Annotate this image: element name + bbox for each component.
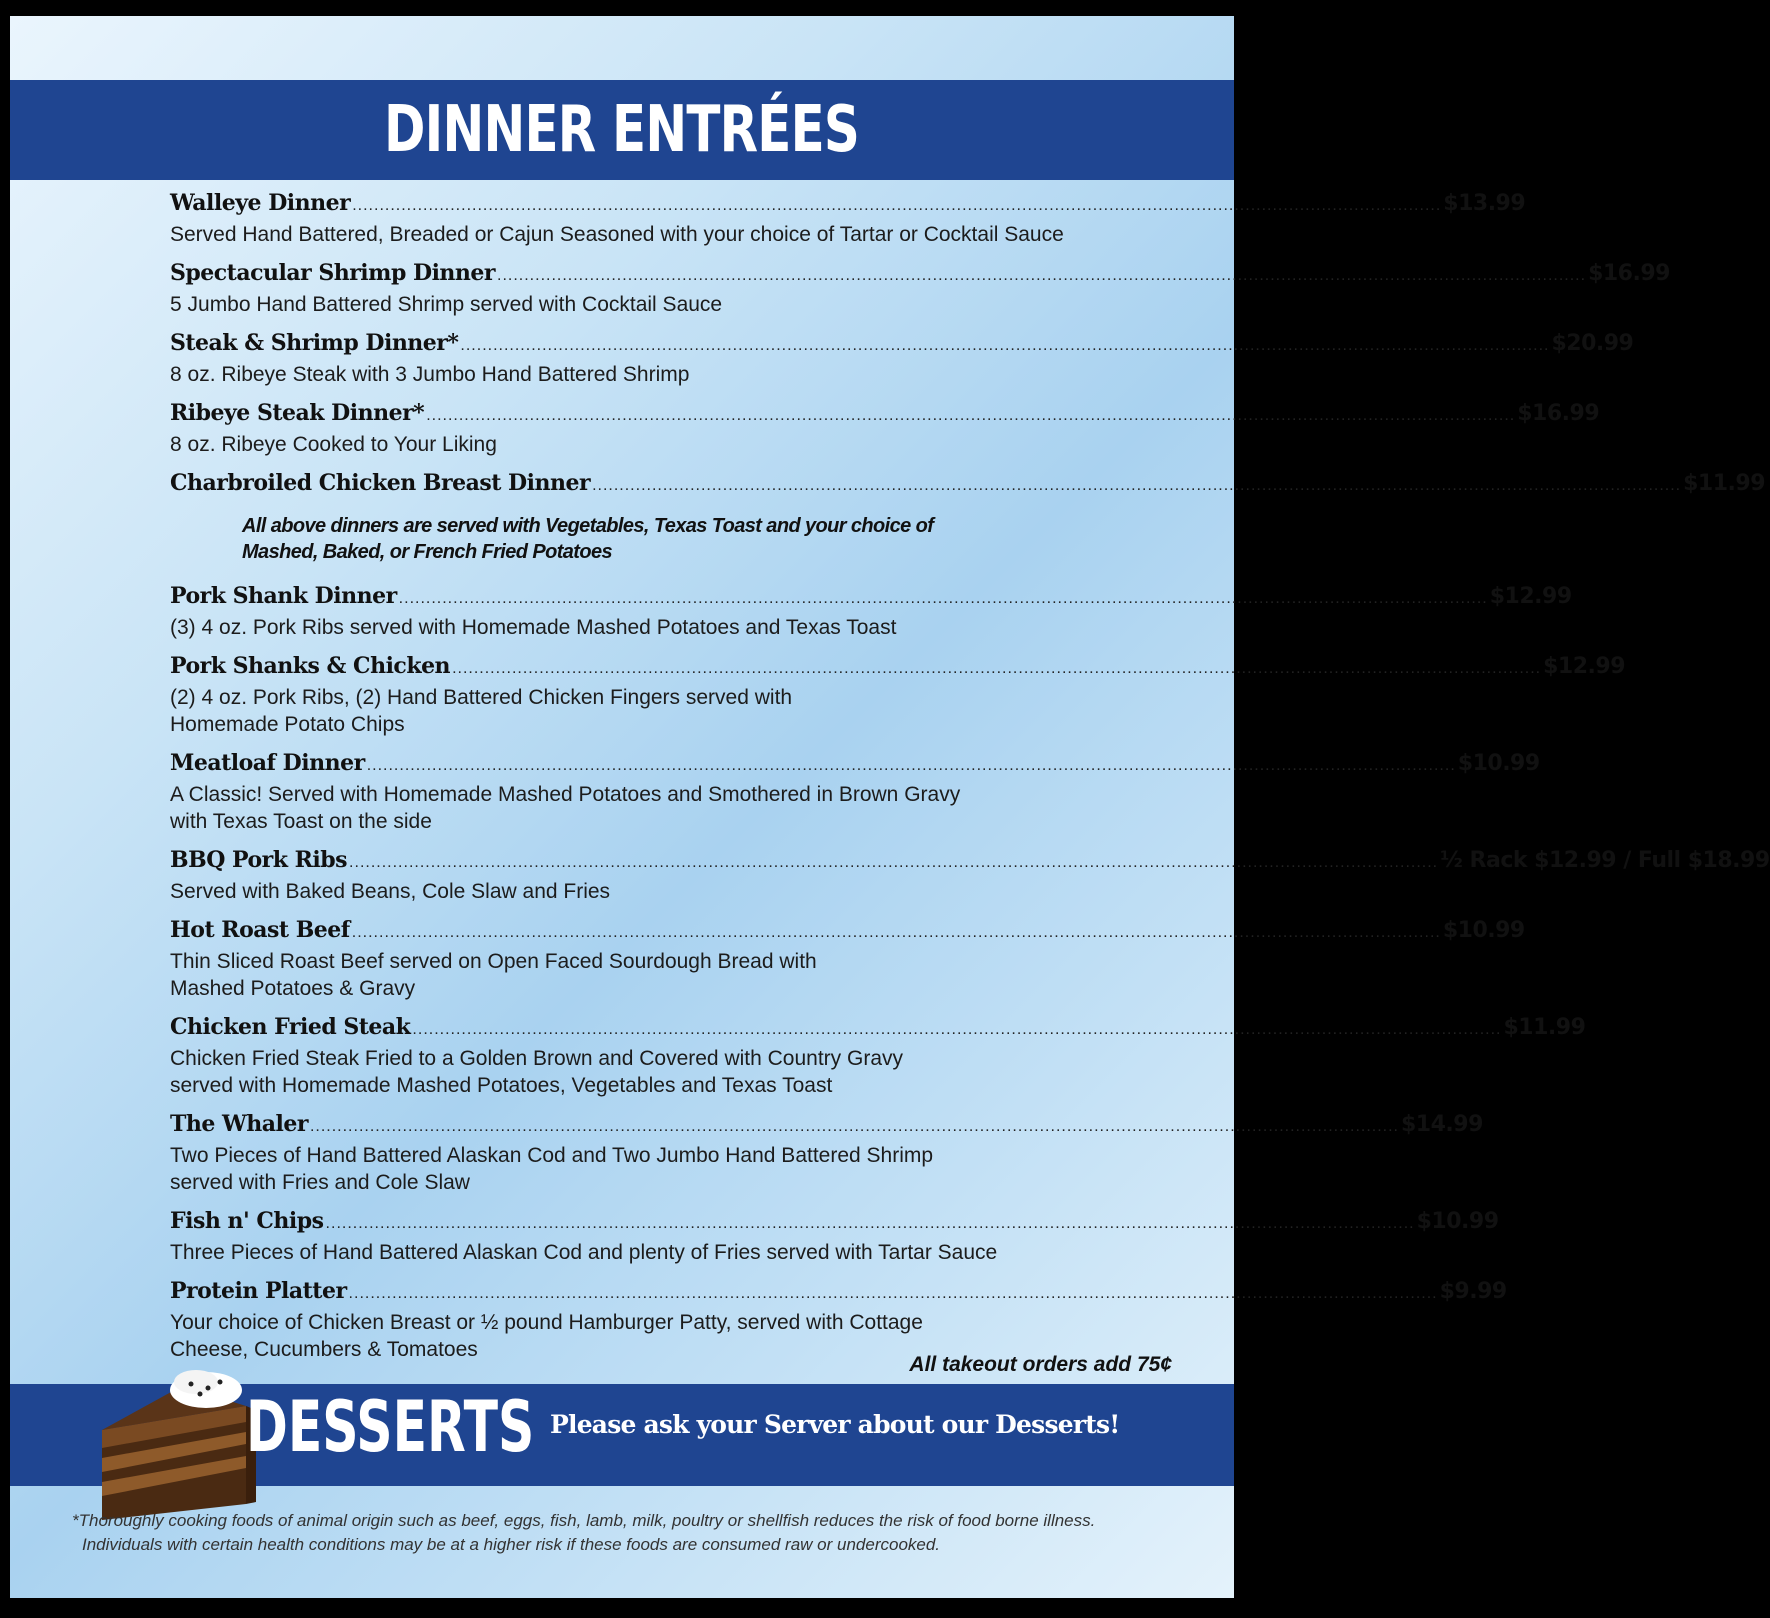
menu-item-description: 5 Jumbo Hand Battered Shrimp served with Cocktail Sauce bbox=[170, 293, 723, 316]
menu-item-description: Chicken Fried Steak Fried to a Golden Brown and Covered with Country Gravy bbox=[170, 1047, 904, 1070]
dot-leader: ........................................................................................................................................................................................................ bbox=[309, 1118, 1399, 1135]
menu-item-price: $10.99 bbox=[1457, 751, 1540, 776]
menu-item bbox=[170, 400, 1600, 458]
menu-item-description: served with Homemade Mashed Potatoes, Vegetables and Texas Toast bbox=[170, 1074, 833, 1097]
menu-item-name: Walleye Dinner bbox=[170, 190, 351, 216]
menu-item-name: Spectacular Shrimp Dinner bbox=[170, 260, 495, 286]
page-title: DINNER ENTRÉES bbox=[384, 93, 860, 167]
menu-item-row bbox=[170, 190, 1526, 221]
menu-item bbox=[170, 190, 1526, 248]
menu-item-name: Ribeye Steak Dinner* bbox=[170, 400, 425, 426]
menu-item-description: Thin Sliced Roast Beef served on Open Faced Sourdough Bread with bbox=[170, 950, 817, 973]
menu-item-price: $11.99 bbox=[1503, 1015, 1586, 1040]
menu-item-description: (3) 4 oz. Pork Ribs served with Homemade Mashed Potatoes and Texas Toast bbox=[170, 616, 897, 639]
menu-item-price: $16.99 bbox=[1517, 401, 1600, 426]
sides-note-line: Mashed, Baked, or French Fried Potatoes bbox=[242, 541, 613, 563]
entree-group-1 bbox=[170, 190, 1766, 501]
menu-item bbox=[170, 1014, 1586, 1099]
menu-item-name: The Whaler bbox=[170, 1111, 308, 1137]
desserts-title: DESSERTS bbox=[246, 1386, 535, 1468]
menu-item bbox=[170, 1111, 1483, 1196]
menu-item-description: Served Hand Battered, Breaded or Cajun Seasoned with your choice of Tartar or Cocktail Sauce bbox=[170, 223, 1064, 246]
disclaimer-line: *Thoroughly cooking foods of animal origin such as beef, eggs, fish, lamb, milk, poultry or shellfish reduces the risk of food borne illness. bbox=[72, 1511, 1096, 1530]
dot-leader: ........................................................................................................................................................................................................ bbox=[412, 1021, 1502, 1038]
desserts-message: Please ask your Server about our Desserts! bbox=[550, 1410, 1120, 1439]
menu-item-price: $12.99 bbox=[1489, 584, 1572, 609]
menu-item-description: 8 oz. Ribeye Cooked to Your Liking bbox=[170, 433, 497, 456]
menu-item-name: Hot Roast Beef bbox=[170, 917, 350, 943]
dot-leader: ........................................................................................................................................................................................................ bbox=[351, 924, 1441, 941]
entree-group-2 bbox=[170, 583, 1770, 1363]
menu-item-row bbox=[170, 750, 1540, 781]
menu-item-price: $16.99 bbox=[1588, 261, 1670, 286]
menu-item-description: Cheese, Cucumbers & Tomatoes bbox=[170, 1338, 478, 1361]
dot-leader: ........................................................................................................................................................................................................ bbox=[348, 1285, 1438, 1302]
menu-item bbox=[170, 260, 1670, 318]
menu-item-price: $20.99 bbox=[1551, 331, 1634, 356]
dot-leader: ........................................................................................................................................................................................................ bbox=[352, 197, 1442, 214]
menu-item bbox=[170, 917, 1525, 1002]
menu-item-row bbox=[170, 470, 1766, 501]
menu-item-description: Your choice of Chicken Breast or ½ pound Hamburger Patty, served with Cottage bbox=[170, 1311, 923, 1334]
menu-item-price: $11.99 bbox=[1683, 471, 1766, 496]
takeout-note: All takeout orders add 75¢ bbox=[909, 1353, 1172, 1376]
menu-item-name: Meatloaf Dinner bbox=[170, 750, 365, 776]
menu-item-row bbox=[170, 1208, 1499, 1239]
disclaimer-line: Individuals with certain health conditions may be at a higher risk if these foods are consumed raw or undercooked. bbox=[82, 1535, 941, 1554]
menu-item-price: $14.99 bbox=[1401, 1112, 1483, 1137]
menu-page bbox=[10, 16, 1770, 1598]
menu-item bbox=[170, 1278, 1507, 1363]
menu-item-description: 8 oz. Ribeye Steak with 3 Jumbo Hand Battered Shrimp bbox=[170, 363, 690, 386]
menu-item-description: A Classic! Served with Homemade Mashed Potatoes and Smothered in Brown Gravy bbox=[170, 783, 961, 806]
menu-item-name: Pork Shanks & Chicken bbox=[170, 653, 451, 679]
dot-leader: ........................................................................................................................................................................................................ bbox=[460, 337, 1550, 354]
menu-item bbox=[170, 470, 1766, 501]
dot-leader: ........................................................................................................................................................................................................ bbox=[497, 267, 1587, 284]
menu-item-price: $10.99 bbox=[1416, 1209, 1499, 1234]
dot-leader: ........................................................................................................................................................................................................ bbox=[452, 660, 1542, 677]
menu-item bbox=[170, 653, 1626, 738]
menu-item bbox=[170, 750, 1540, 835]
menu-item-description: Two Pieces of Hand Battered Alaskan Cod and Two Jumbo Hand Battered Shrimp bbox=[170, 1144, 934, 1167]
menu-item-description: with Texas Toast on the side bbox=[170, 810, 432, 833]
sides-note-line: All above dinners are served with Vegetables, Texas Toast and your choice of bbox=[242, 515, 934, 537]
menu-item-name: Pork Shank Dinner bbox=[170, 583, 397, 609]
menu-item-row bbox=[170, 653, 1626, 684]
dot-leader: ........................................................................................................................................................................................................ bbox=[398, 590, 1488, 607]
menu-item-row bbox=[170, 1278, 1507, 1309]
sides-note bbox=[242, 513, 962, 565]
dot-leader: ........................................................................................................................................................................................................ bbox=[325, 1215, 1415, 1232]
menu-item-name: BBQ Pork Ribs bbox=[170, 847, 348, 873]
dot-leader: ........................................................................................................................................................................................................ bbox=[426, 407, 1516, 424]
menu-item bbox=[170, 583, 1572, 641]
menu-item bbox=[170, 1208, 1499, 1266]
menu-item-description: Mashed Potatoes & Gravy bbox=[170, 977, 416, 1000]
menu-item bbox=[170, 330, 1634, 388]
menu-item-description: (2) 4 oz. Pork Ribs, (2) Hand Battered Chicken Fingers served with bbox=[170, 686, 793, 709]
menu-item-name: Charbroiled Chicken Breast Dinner bbox=[170, 470, 591, 496]
menu-item-description: served with Fries and Cole Slaw bbox=[170, 1171, 470, 1194]
menu-item-row bbox=[170, 260, 1670, 291]
dot-leader: ........................................................................................................................................................................................................ bbox=[349, 854, 1439, 871]
menu-item-row bbox=[170, 583, 1572, 614]
dot-leader: ........................................................................................................................................................................................................ bbox=[592, 477, 1682, 494]
menu-item-row bbox=[170, 1014, 1586, 1045]
menu-item-price: $12.99 bbox=[1543, 654, 1626, 679]
menu-item-row bbox=[170, 1111, 1483, 1142]
menu-item-price: $9.99 bbox=[1439, 1279, 1507, 1304]
menu-item-name: Steak & Shrimp Dinner* bbox=[170, 330, 459, 356]
menu-item-description: Homemade Potato Chips bbox=[170, 713, 405, 736]
menu-item-name: Fish n' Chips bbox=[170, 1208, 324, 1234]
dot-leader: ........................................................................................................................................................................................................ bbox=[366, 757, 1456, 774]
menu-item-row bbox=[170, 847, 1770, 878]
menu-item-price: ½ Rack $12.99 / Full $18.99 bbox=[1440, 848, 1770, 873]
menu-item-row bbox=[170, 917, 1525, 948]
header-banner bbox=[10, 80, 1234, 180]
menu-item-description: Three Pieces of Hand Battered Alaskan Cod and plenty of Fries served with Tartar Sauce bbox=[170, 1241, 998, 1264]
food-safety-disclaimer bbox=[72, 1509, 1182, 1557]
menu-list bbox=[170, 190, 1770, 1375]
menu-item-name: Protein Platter bbox=[170, 1278, 347, 1304]
menu-item bbox=[170, 847, 1770, 905]
menu-item-price: $13.99 bbox=[1443, 191, 1526, 216]
menu-item-description: Served with Baked Beans, Cole Slaw and Fries bbox=[170, 880, 611, 903]
menu-item-name: Chicken Fried Steak bbox=[170, 1014, 411, 1040]
cake-slice-icon bbox=[96, 1370, 256, 1520]
menu-item-row bbox=[170, 400, 1600, 431]
menu-item-row bbox=[170, 330, 1634, 361]
menu-item-price: $10.99 bbox=[1442, 918, 1525, 943]
